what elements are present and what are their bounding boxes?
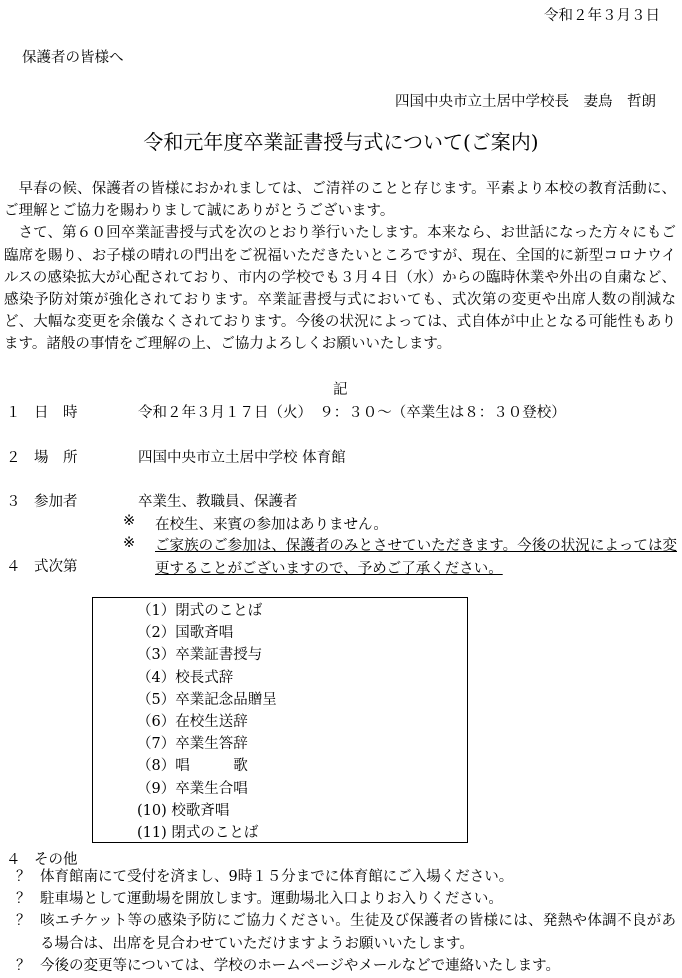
- other-item-text: 咳エチケット等の感染予防にご協力ください。生徒及び保護者の皆様には、発熱や体調不良がある場合は、出席を見合わせていただけますようお願いいたします。: [40, 913, 676, 952]
- program-item: （5）卒業記念品贈呈: [137, 691, 277, 708]
- note-text: ご家族のご参加は、保護者のみとさせていただきます。今後の状況によっては変更することがございますので、予めご了承ください。: [155, 538, 677, 577]
- sender-line: 四国中央市立土居中学校長 妻鳥 哲朗: [395, 94, 656, 110]
- other-item-text: 今後の変更等については、学校のホームページやメールなどで連絡いたします。: [40, 957, 560, 974]
- item-number: ４: [6, 852, 21, 868]
- item-label: 場 所: [34, 450, 78, 466]
- body-paragraph-greeting: 早春の候、保護者の皆様におかれましては、ご清祥のことと存じます。平素より本校の教育活動に、ご理解とご協力を賜わりまして誠にありがとうございます。: [4, 181, 676, 220]
- item-value: 卒業生、教職員、保護者: [138, 494, 298, 510]
- program-item: （1）閉式のことば: [137, 603, 263, 619]
- program-item: (10) 校歌斉唱: [137, 802, 230, 819]
- program-item: （6）在校生送辞: [137, 713, 248, 730]
- other-item-mark: ？: [16, 913, 31, 930]
- document-date: 令和２年３月３日: [544, 8, 660, 24]
- program-box: [92, 597, 468, 843]
- body-paragraph-announcement: さて、第６０回卒業証書授与式を次のとおり挙行いたします。本来なら、お世話になった方々にもご臨席を賜り、お子様の晴れの門出をご祝福いただきたいところですが、現在、全国的に新型コロナウイルスの感染拡大が心配されており、市内の学校でも３月４日（水）からの臨時休業や外出の自粛など、感染予防対策が強化されております。卒業証書授与式においても、式次第の変更や出席人数の削減など、大幅な変更を余儀なくされております。今後の状況によっては、式自体が中止となる可能性もあります。諸般の事情をご理解の上、ご協力よろしくお願いいたします。: [4, 225, 676, 353]
- other-item: [0, 888, 682, 910]
- program-item: （9）卒業生合唱: [137, 780, 248, 797]
- other-item: [0, 866, 682, 888]
- program-item: (11) 閉式のことば: [137, 824, 259, 841]
- note-mark: ※: [123, 513, 136, 529]
- item-label: その他: [34, 852, 78, 868]
- item-label: 式次第: [34, 559, 78, 575]
- item-value: 四国中央市立土居中学校 体育館: [138, 450, 346, 466]
- body-text: [4, 178, 676, 356]
- other-item-mark: ？: [16, 891, 31, 908]
- document-title: 令和元年度卒業証書授与式について(ご案内): [143, 130, 539, 154]
- item-number: ２: [6, 450, 21, 466]
- program-item: （2）国歌斉唱: [137, 625, 234, 642]
- other-item-mark: ？: [16, 869, 31, 885]
- item-label: 日 時: [34, 405, 78, 421]
- item-number: ３: [6, 494, 21, 510]
- item-label: 参加者: [34, 494, 78, 510]
- note-text: 在校生、来賓の参加はありません。: [155, 517, 388, 533]
- recipient-line: 保護者の皆様へ: [22, 50, 124, 66]
- item-value: 令和２年３月１７日（火） ９：３０～（卒業生は８：３０登校）: [138, 405, 566, 421]
- ki-heading: 記: [333, 382, 348, 398]
- program-item: （7）卒業生答辞: [137, 736, 248, 753]
- program-item: （4）校長式辞: [137, 669, 234, 686]
- other-item: [0, 955, 682, 977]
- program-item: （8）唱 歌: [137, 758, 248, 775]
- other-item-text: 駐車場として運動場を開放します。運動場北入口よりお入りください。: [40, 891, 503, 908]
- item-number: １: [6, 405, 21, 421]
- other-list: [0, 866, 682, 977]
- item-number: ４: [6, 559, 21, 575]
- other-item-mark: ？: [16, 957, 31, 974]
- other-item: [0, 910, 682, 954]
- program-list: [137, 600, 277, 844]
- other-item-text: 体育館南にて受付を済まし、9時１５分までに体育館にご入場ください。: [40, 869, 514, 885]
- note-mark: ※: [123, 535, 136, 551]
- program-item: （3）卒業証書授与: [137, 647, 263, 664]
